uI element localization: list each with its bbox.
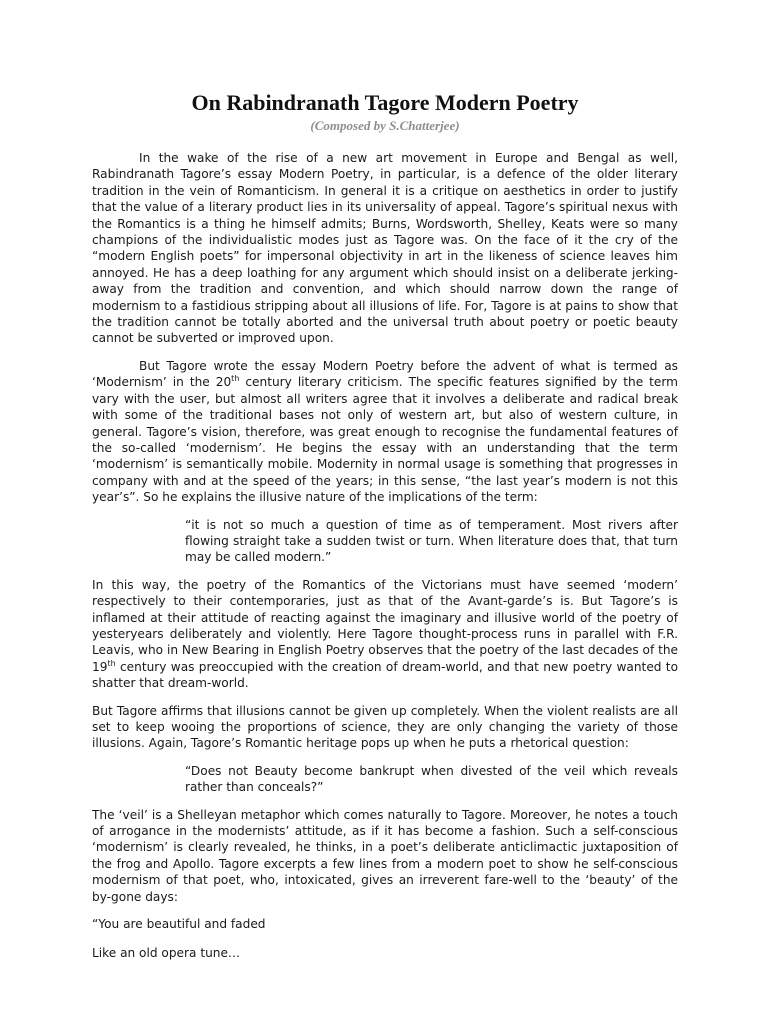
block-quote-1: “it is not so much a question of time as of temperament. Most rivers after flowing straight take a sudden twist or turn. When literature does that, that turn may be called modern.” bbox=[185, 517, 678, 565]
verse-line-2: Like an old opera tune… bbox=[92, 946, 241, 961]
superscript-th: th bbox=[231, 374, 240, 384]
document-title: On Rabindranath Tagore Modern Poetry bbox=[191, 90, 579, 115]
paragraph-3 bbox=[92, 577, 678, 692]
block-quote-2: “Does not Beauty become bankrupt when divested of the veil which reveals rather than conceals?” bbox=[185, 763, 678, 795]
paragraph-3-part-a: In this way, the poetry of the Romantics of the Victorians must have seemed ‘modern’ respectively to their contemporaries, just as that of the Avant-garde’s is. But Tagore’s is inflamed at their attitude of reacting against the imaginary and illusive world of the poetry of yesteryears deliberately and violently. Here Tagore thought-process runs in parallel with F.R. Leavis, who in New Bearing in English Poetry observes that the poetry of the last decades of the 19 bbox=[92, 577, 678, 674]
paragraph-4: But Tagore affirms that illusions cannot be given up completely. When the violent realists are all set to keep wooing the proportions of science, they are only changing the variety of those illusions. Again, Tagore’s Romantic heritage pops up when he puts a rhetorical question: bbox=[92, 703, 678, 751]
verse-line-1: “You are beautiful and faded bbox=[92, 917, 266, 932]
paragraph-5: The ‘veil’ is a Shelleyan metaphor which comes naturally to Tagore. Moreover, he notes a touch of arrogance in the modernists’ attitude, as if it has become a fashion. Such a self-conscious ‘modernism’ is clearly revealed, he thinks, in a poet’s deliberate anticlimactic juxtaposition of the frog and Apollo. Tagore excerpts a few lines from a modern poet to show he self-conscious modernism of that poet, who, intoxicated, gives an irreverent fare-well to the ‘beauty’ of the by-gone days: bbox=[92, 807, 678, 904]
paragraph-3-part-b: century was preoccupied with the creation of dream-world, and that new poetry wanted to shatter that dream-world. bbox=[92, 659, 678, 691]
paragraph-2 bbox=[92, 358, 678, 506]
document-subtitle: (Composed by S.Chatterjee) bbox=[310, 118, 460, 133]
paragraph-2-part-b: century literary criticism. The specific features signified by the term vary with the user, but almost all writers agree that it involves a deliberate and radical break with some of the traditional bases not only of western art, but also of western culture, in general. Tagore’s vision, therefore, was great enough to recognise the fundamental features of the so-called ‘modernism’. He begins the essay with an understanding that the term ‘modernism’ is semantically mobile. Modernity in normal usage is something that progresses in company with and at the speed of the years; in this sense, “the last year’s modern is not this year’s”. So he explains the illusive nature of the implications of the term: bbox=[92, 375, 678, 505]
paragraph-2-part-a: But Tagore wrote the essay Modern Poetry before the advent of what is termed as ‘Modernism’ in the 20 bbox=[92, 358, 678, 390]
superscript-th: th bbox=[107, 658, 116, 668]
paragraph-1: In the wake of the rise of a new art movement in Europe and Bengal as well, Rabindranath Tagore’s essay Modern Poetry, in particular, is a defence of the older literary tradition in the vein of Romanticism. In general it is a critique on aesthetics in order to justify that the value of a literary product lies in its universality of appeal. Tagore’s spiritual nexus with the Romantics is a thing he himself admits; Burns, Wordsworth, Shelley, Keats were so many champions of the individualistic modes just as Tagore was. On the face of it the cry of the “modern English poets” for impersonal objectivity in art in the likeness of science leaves him annoyed. He has a deep loathing for any argument which should insist on a deliberate jerking-away from the tradition and convention, and which should narrow down the range of modernism to a fastidious stripping about all illusions of life. For, Tagore is at pains to show that the tradition cannot be totally aborted and the universal truth about poetry or poetic beauty cannot be subverted or improved upon. bbox=[92, 151, 678, 346]
